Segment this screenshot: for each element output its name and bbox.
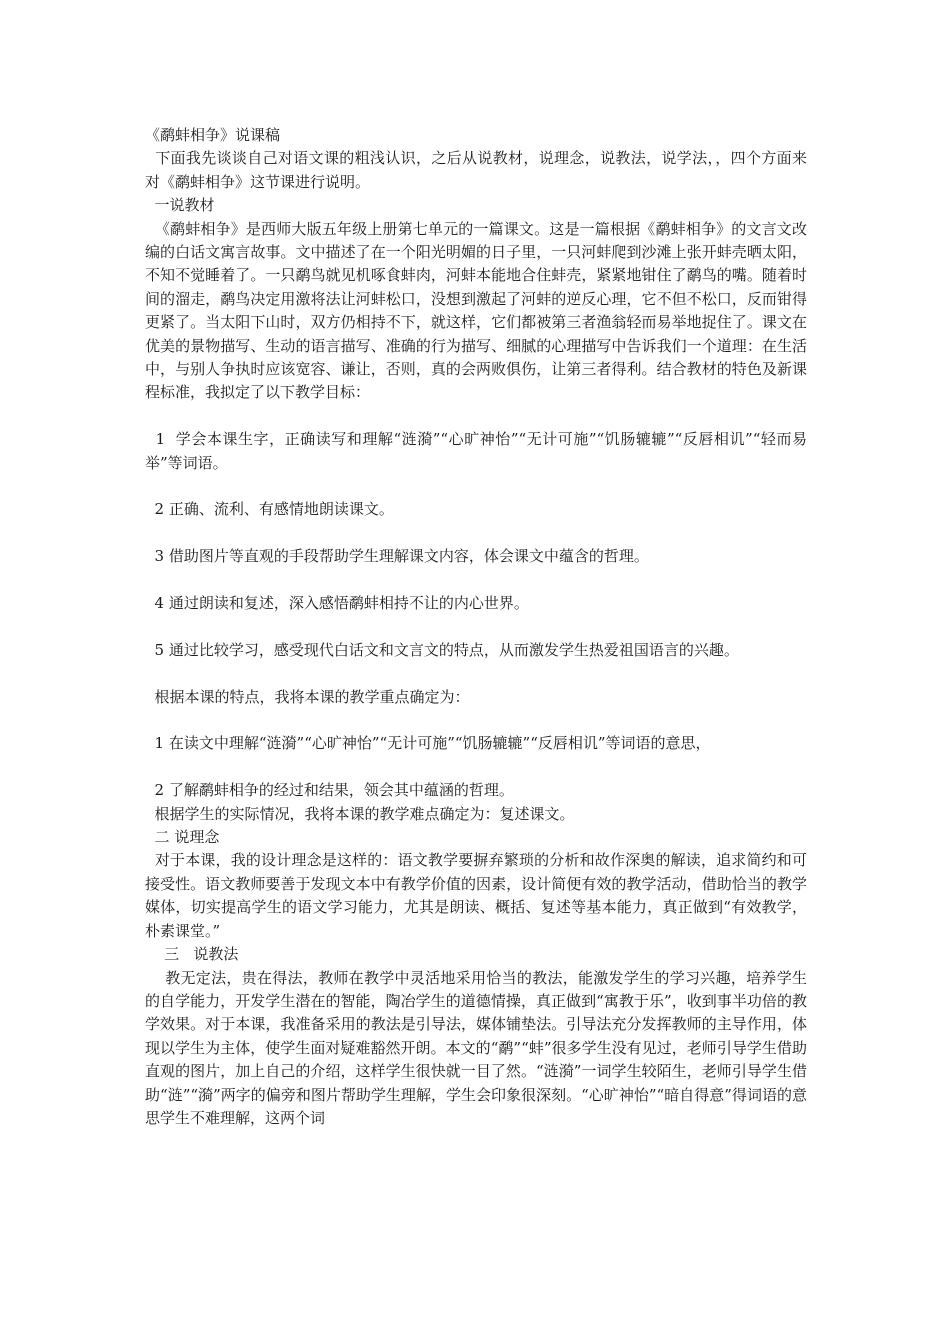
goal-4: 4 通过朗读和复述，深入感悟鹬蚌相持不让的内心世界。 xyxy=(145,594,529,613)
spacer xyxy=(145,522,807,545)
intro-paragraph: 下面我先谈谈自己对语文课的粗浅认识，之后从说教材，说理念，说教法，说学法，，四个方面来对《鹬蚌相争》这节课进行说明。 xyxy=(145,149,807,191)
goal-2: 2 正确、流利、有感情地朗读课文。 xyxy=(145,500,394,519)
focus-2: 2 了解鹬蚌相争的经过和结果，领会其中蕴涵的哲理。 xyxy=(145,781,514,800)
spacer xyxy=(145,662,807,685)
section-1-body: 《鹬蚌相争》是西师大版五年级上册第七单元的一篇课文。这是一篇根据《鹬蚌相争》的文言文改编的白话文寓言故事。文中描述了在一个阳光明媚的日子里，一只河蚌爬到沙滩上张开蚌壳晒太阳，不知不觉睡着了。一只鹬鸟就见机啄食蚌肉，河蚌本能地合住蚌壳，紧紧地钳住了鹬鸟的嘴。随着时间的溜走，鹬鸟决定用激将法让河蚌松口，没想到激起了河蚌的逆反心理，它不但不松口，反而钳得更紧了。当太阳下山时，双方仍相持不下，就这样，它们都被第三者渔翁轻而易举地捉住了。课文在优美的景物描写、生动的语言描写、准确的行为描写、细腻的心理描写中告诉我们一个道理：在生活中，与别人争执时应该宽容、谦让，否则，真的会两败俱伤，让第三者得利。结合教材的特色及新课程标准，我拟定了以下教学目标： xyxy=(145,219,807,402)
section-3-heading: 三 说教法 xyxy=(145,945,239,964)
document-page xyxy=(145,124,807,1130)
difficulty-paragraph: 根据学生的实际情况，我将本课的教学难点确定为：复述课文。 xyxy=(145,804,575,823)
focus-intro: 根据本课的特点，我将本课的教学重点确定为： xyxy=(145,687,470,706)
goal-5: 5 通过比较学习，感受现代白话文和文言文的特点，从而激发学生热爱祖国语言的兴趣。 xyxy=(145,640,739,659)
spacer xyxy=(145,615,807,638)
goal-3: 3 借助图片等直观的手段帮助学生理解课文内容，体会课文中蕴含的哲理。 xyxy=(145,547,649,566)
section-2-heading: 二 说理念 xyxy=(145,828,220,847)
spacer xyxy=(145,756,807,779)
spacer xyxy=(145,569,807,592)
section-1-heading: 一说教材 xyxy=(145,196,215,215)
spacer xyxy=(145,709,807,732)
goal-1: 1 学会本课生字，正确读写和理解“涟漪”“心旷神怡”“无计可施”“饥肠辘辘”“反唇相讥”“轻而易举”等词语。 xyxy=(145,430,808,472)
spacer xyxy=(145,405,807,428)
focus-1: 1 在读文中理解“涟漪”“心旷神怡”“无计可施”“饥肠辘辘”“反唇相讥”等词语的意思， xyxy=(145,734,711,753)
section-2-body: 对于本课，我的设计理念是这样的：语文教学要摒弃繁琐的分析和故作深奥的解读，追求简约和可接受性。语文教师要善于发现文本中有教学价值的因素，设计简便有效的教学活动，借助恰当的教学媒体，切实提高学生的语文学习能力，尤其是朗读、概括、复述等基本能力，真正做到“有效教学，朴素课堂。” xyxy=(145,851,807,940)
spacer xyxy=(145,475,807,498)
section-3-body: 教无定法，贵在得法，教师在教学中灵活地采用恰当的教法，能激发学生的学习兴趣，培养学生的自学能力，开发学生潜在的智能，陶冶学生的道德情操，真正做到“寓教于乐”，收到事半功倍的教学效果。对于本课，我准备采用的教法是引导法，媒体铺垫法。引导法充分发挥教师的主导作用，体现以学生为主体，使学生面对疑难豁然开朗。本文的“鹬”“蚌”很多学生没有见过，老师引导学生借助直观的图片，加上自己的介绍，这样学生很快就一目了然。“涟漪”一词学生较陌生，老师引导学生借助“涟”“漪”两字的偏旁和图片帮助学生理解，学生会印象很深刻。“心旷神怡”“暗自得意”得词语的意思学生不难理解，这两个词 xyxy=(145,968,807,1127)
document-title: 《鹬蚌相争》说课稿 xyxy=(145,126,281,144)
